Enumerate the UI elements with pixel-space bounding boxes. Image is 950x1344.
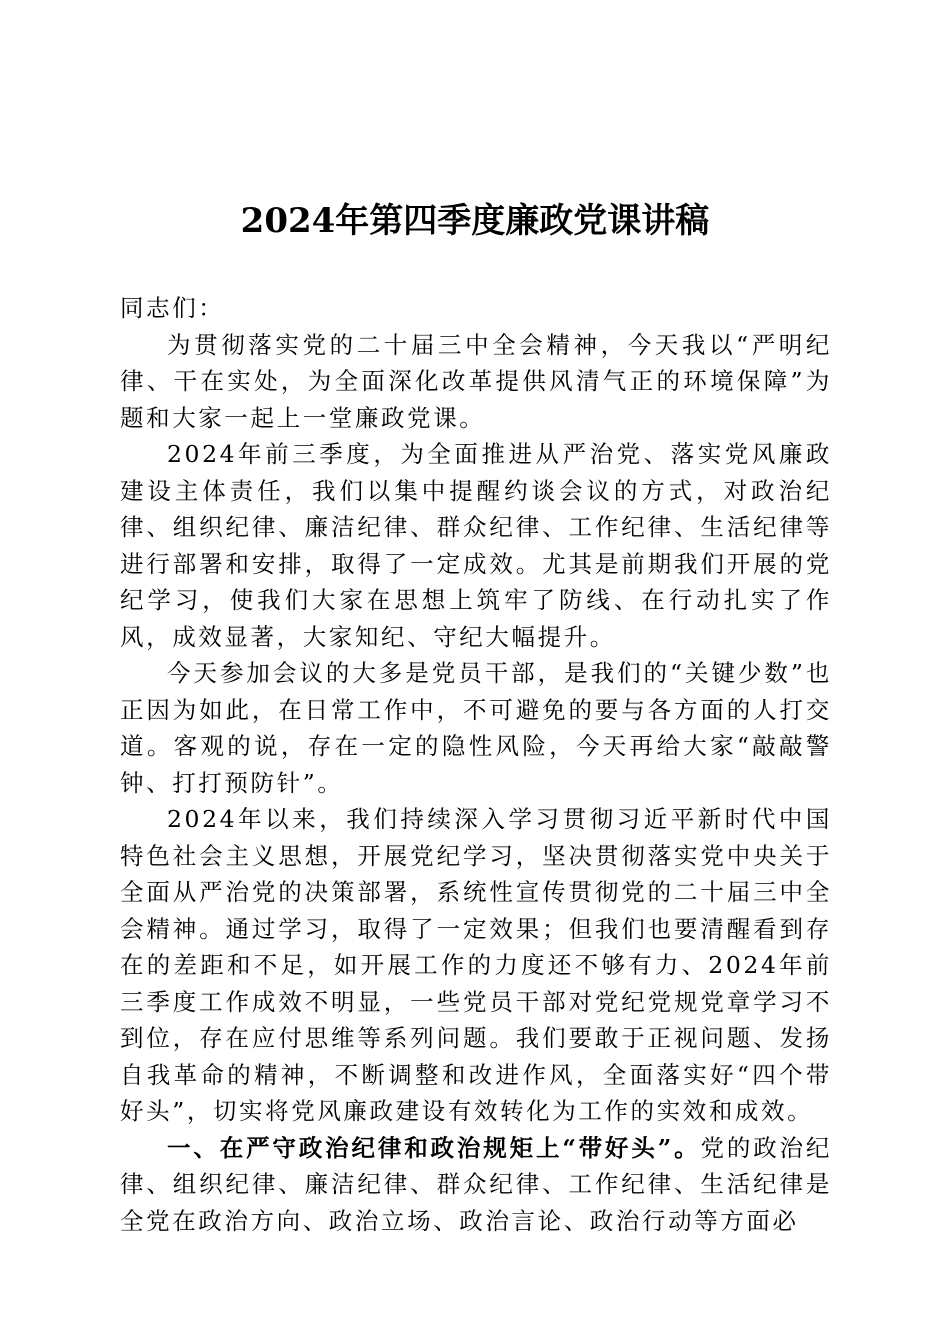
paragraph-3: 今天参加会议的大多是党员干部，是我们的“关键少数”也正因为如此，在日常工作中，不可避免的要与各方面的人打交道。客观的说，存在一定的隐性风险，今天再给大家“敲敲警钟、打打预防针”。	[120, 659, 832, 797]
paragraph-2: 2024年前三季度，为全面推进从严治党、落实党风廉政建设主体责任，我们以集中提醒约谈会议的方式，对政治纪律、组织纪律、廉洁纪律、群众纪律、工作纪律、生活纪律等进行部署和安排，取得了一定成效。尤其是前期我们开展的党纪学习，使我们大家在思想上筑牢了防线、在行动扎实了作风，成效显著，大家知纪、守纪大幅提升。	[120, 440, 832, 651]
paragraph-4: 2024年以来，我们持续深入学习贯彻习近平新时代中国特色社会主义思想，开展党纪学习，坚决贯彻落实党中央关于全面从严治党的决策部署，系统性宣传贯彻党的二十届三中全会精神。通过学习，取得了一定效果；但我们也要清醒看到存在的差距和不足，如开展工作的力度还不够有力、2024年前三季度工作成效不明显，一些党员干部对党纪党规党章学习不到位，存在应付思维等系列问题。我们要敢于正视问题、发扬自我革命的精神，不断调整和改进作风，全面落实好“四个带好头”，切实将党风廉政建设有效转化为工作的实效和成效。	[120, 805, 832, 1125]
section-1-text: 党的政治纪律、组织纪律、廉洁纪律、群众纪律、工作纪律、生活纪律是全党在政治方向、政治立场、政治言论、政治行动等方面必	[120, 1133, 833, 1235]
section-1-paragraph	[120, 1130, 832, 1240]
salutation: 同志们：	[120, 294, 225, 322]
section-1-heading: 一、在严守政治纪律和政治规矩上“带好头”。	[167, 1133, 701, 1162]
paragraph-1: 为贯彻落实党的二十届三中全会精神，今天我以“严明纪律、干在实处，为全面深化改革提供风清气正的环境保障”为题和大家一起上一堂廉政党课。	[120, 330, 832, 432]
document-body	[120, 290, 832, 1239]
document-title: 2024年第四季度廉政党课讲稿	[240, 201, 710, 241]
